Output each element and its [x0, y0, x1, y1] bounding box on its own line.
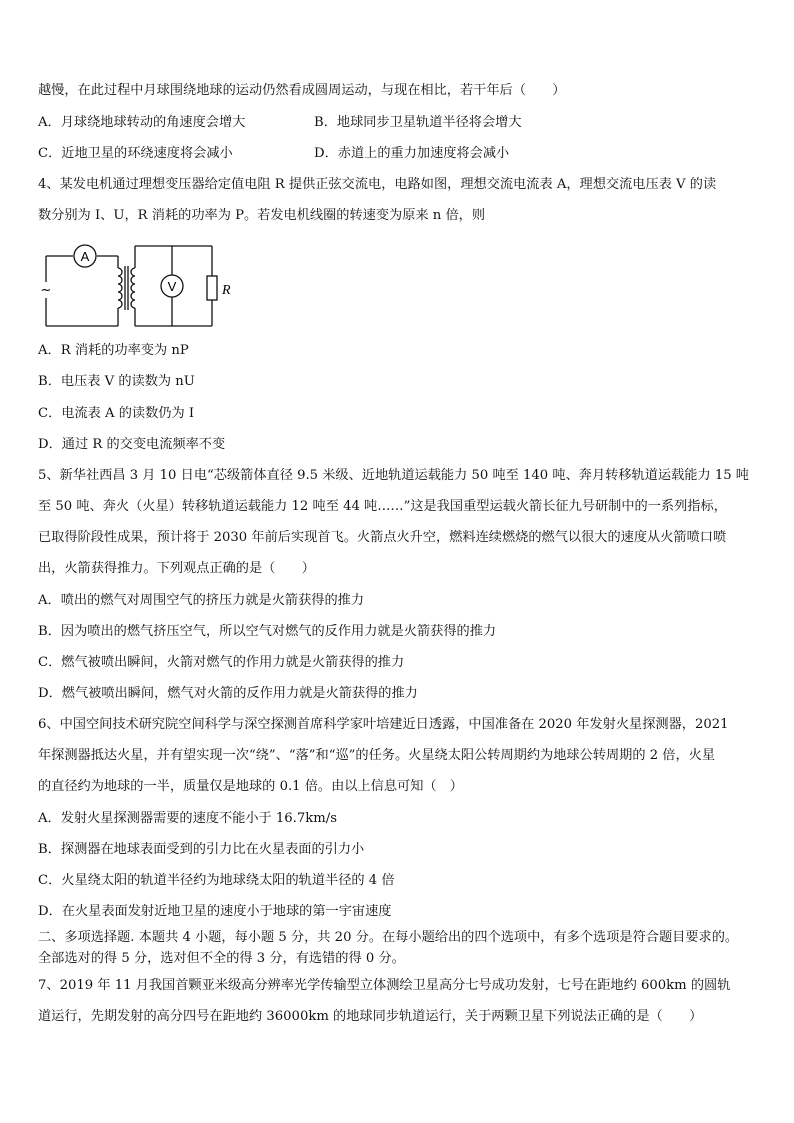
- q4-circuit-diagram: [38, 238, 240, 330]
- resistor-icon: [207, 276, 231, 300]
- section2-scoring: 全部选对的得 5 分，选对但不全的得 3 分，有选错的得 0 分。: [38, 951, 405, 966]
- q5-stem-line-4: 出，火箭获得推力。下列观点正确的是（ ）: [38, 561, 315, 576]
- ac-source-icon: [40, 282, 52, 298]
- q5-stem-line-3: 已取得阶段性成果，预计将于 2030 年前后实现首飞。火箭点火升空，燃料连续燃烧的燃气以很大的速度从火箭喷口喷: [38, 530, 727, 545]
- q7-stem-line-2: 道运行，先期发射的高分四号在距地约 36000km 的地球同步轨道运行，关于两颗卫星下列说法正确的是（ ）: [38, 1009, 703, 1024]
- resistor-label: R: [222, 283, 231, 298]
- q6-stem-line-1: 6、中国空间技术研究院空间科学与深空探测首席科学家叶培建近日透露，中国准备在 2020 年发射火星探测器，2021: [38, 717, 729, 732]
- q3-stem-tail: 越慢，在此过程中月球围绕地球的运动仍然看成圆周运动，与现在相比，若干年后（ ）: [38, 83, 566, 98]
- q4-option-d: D．通过 R 的交变电流频率不变: [38, 437, 226, 452]
- ac-source-label: ~: [40, 283, 52, 298]
- voltmeter-label: V: [167, 279, 177, 294]
- q3-option-d: D．赤道上的重力加速度将会减小: [314, 146, 510, 161]
- q4-stem-line-2: 数分别为 I、U，R 消耗的功率为 P。若发电机线圈的转速变为原来 n 倍，则: [38, 208, 486, 223]
- q5-option-b: B．因为喷出的燃气挤压空气，所以空气对燃气的反作用力就是火箭获得的推力: [38, 624, 497, 639]
- q5-stem-line-1: 5、新华社西昌 3 月 10 日电“芯级箭体直径 9.5 米级、近地轨道运载能力 50 吨至 140 吨、奔月转移轨道运载能力 15 吨: [38, 468, 749, 483]
- q6-stem-line-2: 年探测器抵达火星，并有望实现一次“绕”、“落”和“巡”的任务。火星绕太阳公转周期约为地球公转周期的 2 倍，火星: [38, 748, 716, 763]
- q4-option-c: C．电流表 A 的读数仍为 I: [38, 406, 195, 421]
- q5-option-c: C．燃气被喷出瞬间，火箭对燃气的作用力就是火箭获得的推力: [38, 655, 405, 670]
- section2-heading: 二、多项选择题. 本题共 4 小题，每小题 5 分，共 20 分。在每小题给出的四个选项中，有多个选项是符合题目要求的。: [38, 930, 739, 945]
- q6-stem-line-3: 的直径约为地球的一半，质量仅是地球的 0.1 倍。由以上信息可知（ ）: [38, 779, 463, 794]
- q6-option-a: A．发射火星探测器需要的速度不能小于 16.7km/s: [38, 811, 337, 826]
- q3-option-b: B．地球同步卫星轨道半径将会增大: [314, 115, 522, 130]
- q3-option-c: C．近地卫星的环绕速度将会减小: [38, 146, 233, 161]
- voltmeter-icon: [161, 275, 183, 297]
- q6-option-c: C．火星绕太阳的轨道半径约为地球绕太阳的轨道半径的 4 倍: [38, 873, 395, 888]
- ammeter-icon: [74, 245, 96, 267]
- q4-option-a: A．R 消耗的功率变为 nP: [38, 343, 189, 358]
- q5-option-a: A．喷出的燃气对周围空气的挤压力就是火箭获得的推力: [38, 593, 365, 608]
- ammeter-label: A: [80, 249, 90, 264]
- q6-option-b: B．探测器在地球表面受到的引力比在火星表面的引力小: [38, 842, 365, 857]
- q7-stem-line-1: 7、2019 年 11 月我国首颗亚米级高分辨率光学传输型立体测绘卫星高分七号成功发射，七号在距地约 600km 的圆轨: [38, 978, 731, 993]
- q3-option-a: A．月球绕地球转动的角速度会增大: [38, 115, 246, 130]
- q5-stem-line-2: 至 50 吨、奔火（火星）转移轨道运载能力 12 吨至 44 吨……”这是我国重型运载火箭长征九号研制中的一系列指标，: [38, 499, 727, 514]
- q6-option-d: D．在火星表面发射近地卫星的速度小于地球的第一宇宙速度: [38, 904, 392, 919]
- q4-stem-line-1: 4、某发电机通过理想变压器给定值电阻 R 提供正弦交流电，电路如图，理想交流电流表 A，理想交流电压表 V 的读: [38, 177, 717, 192]
- q4-option-b: B．电压表 V 的读数为 nU: [38, 374, 195, 389]
- q5-option-d: D．燃气被喷出瞬间，燃气对火箭的反作用力就是火箭获得的推力: [38, 686, 418, 701]
